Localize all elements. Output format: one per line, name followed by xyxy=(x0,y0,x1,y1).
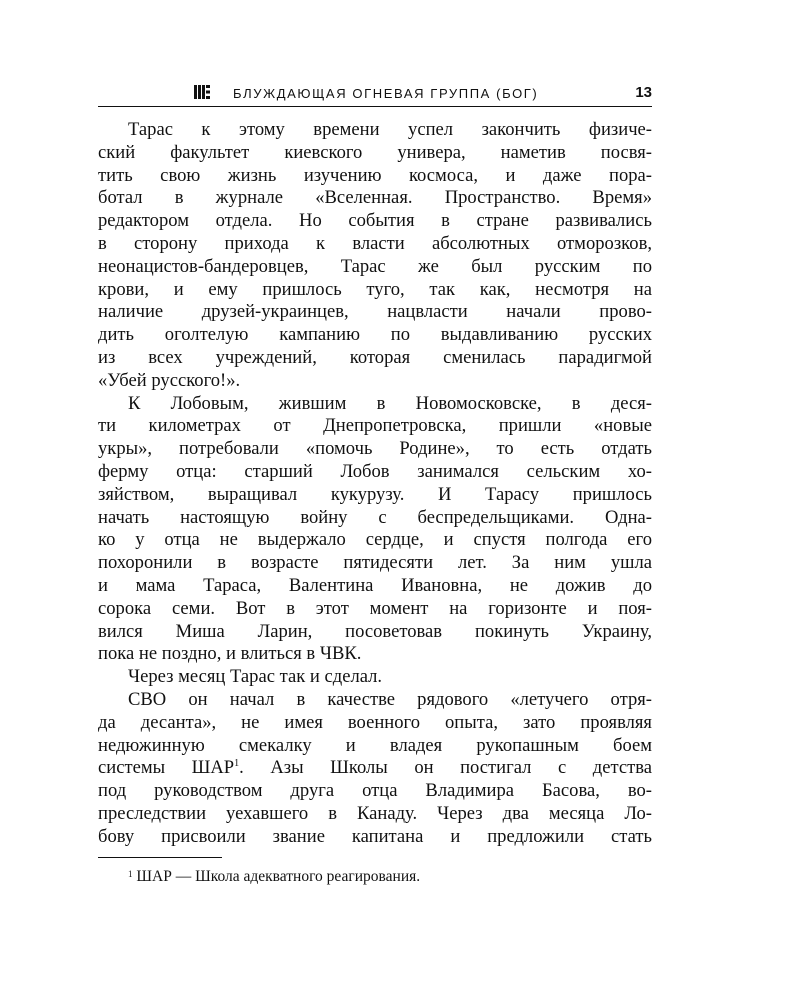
text-line: ко у отца не выдержало сердце, и спустя полгода его xyxy=(98,529,652,551)
footnote-reference[interactable]: 1 xyxy=(234,758,240,770)
text-line: Через месяц Тарас так и сделал. xyxy=(128,666,383,688)
text-line: крови, и ему пришлось туго, так как, несмотря на xyxy=(98,278,652,300)
text-line-with-footnote xyxy=(98,757,652,780)
book-logo-icon xyxy=(194,85,210,99)
text-line: Тарас к этому времени успел закончить физиче- xyxy=(128,119,652,140)
text-line: неонацистов-бандеровцев, Тарас же был русским по xyxy=(98,255,652,277)
text-line: под руководством друга отца Владимира Басова, во- xyxy=(98,780,652,802)
running-title: БЛУЖДАЮЩАЯ ОГНЕВАЯ ГРУППА (БОГ) xyxy=(233,86,539,101)
text-line: недюжинную смекалку и владея рукопашным боем xyxy=(98,734,652,756)
text-line: и мама Тараса, Валентина Ивановна, не дожив до xyxy=(98,574,652,596)
text-line: ферму отца: старший Лобов занимался сельским хо- xyxy=(98,460,652,482)
text-line: ский факультет киевского универа, наметив посвя- xyxy=(98,141,652,163)
text-line: ботал в журнале «Вселенная. Пространство. Время» xyxy=(98,187,652,209)
text-line: укры», потребовали «помочь Родине», то есть отдать xyxy=(98,438,652,460)
page-number: 13 xyxy=(635,84,652,101)
body-text xyxy=(98,119,652,849)
text-line: да десанта», не имея военного опыта, зато проявляя xyxy=(98,711,652,733)
text-line: тить свою жизнь изучению космоса, и даже пора- xyxy=(98,164,652,186)
footnote-marker: 1 xyxy=(128,869,133,879)
text-line: похоронили в возрасте пятидесяти лет. За ним ушла xyxy=(98,552,652,574)
running-header xyxy=(98,84,652,107)
footnote xyxy=(128,868,420,886)
text-line: «Убей русского!». xyxy=(98,369,241,391)
text-line: вился Миша Ларин, посоветовав покинуть Украину, xyxy=(98,620,652,642)
text-line: К Лобовым, жившим в Новомосковске, в деся- xyxy=(128,392,652,414)
text-fragment: . Азы Школы он постигал с детства xyxy=(239,757,652,779)
text-line: сорока семи. Вот в этот момент на горизонте и поя- xyxy=(98,597,652,619)
footnote-text: ШАР — Школа адекватного реагирования. xyxy=(136,868,421,885)
text-line: дить оголтелую кампанию по выдавливанию русских xyxy=(98,324,652,346)
text-line: зяйством, выращивал кукурузу. И Тарасу пришлось xyxy=(98,483,652,505)
text-line: редактором отдела. Но события в стране развивались xyxy=(98,210,652,232)
text-line: СВО он начал в качестве рядового «летучего отря- xyxy=(128,688,652,710)
text-line: ти километрах от Днепропетровска, пришли «новые xyxy=(98,415,652,437)
footnote-divider xyxy=(98,857,222,858)
text-line: в сторону прихода к власти абсолютных отморозков, xyxy=(98,232,652,254)
text-line: наличие друзей-украинцев, нацвласти начали прово- xyxy=(98,301,652,323)
text-line: начать настоящую войну с беспредельщиками. Одна- xyxy=(98,506,652,528)
text-line: преследствии уехавшего в Канаду. Через два месяца Ло- xyxy=(98,802,652,824)
text-line: из всех учреждений, которая сменилась парадигмой xyxy=(98,346,652,368)
text-line: бову присвоили звание капитана и предложили стать xyxy=(98,825,652,847)
text-fragment: системы ШАР xyxy=(98,757,235,779)
text-line: пока не поздно, и влиться в ЧВК. xyxy=(98,643,362,665)
